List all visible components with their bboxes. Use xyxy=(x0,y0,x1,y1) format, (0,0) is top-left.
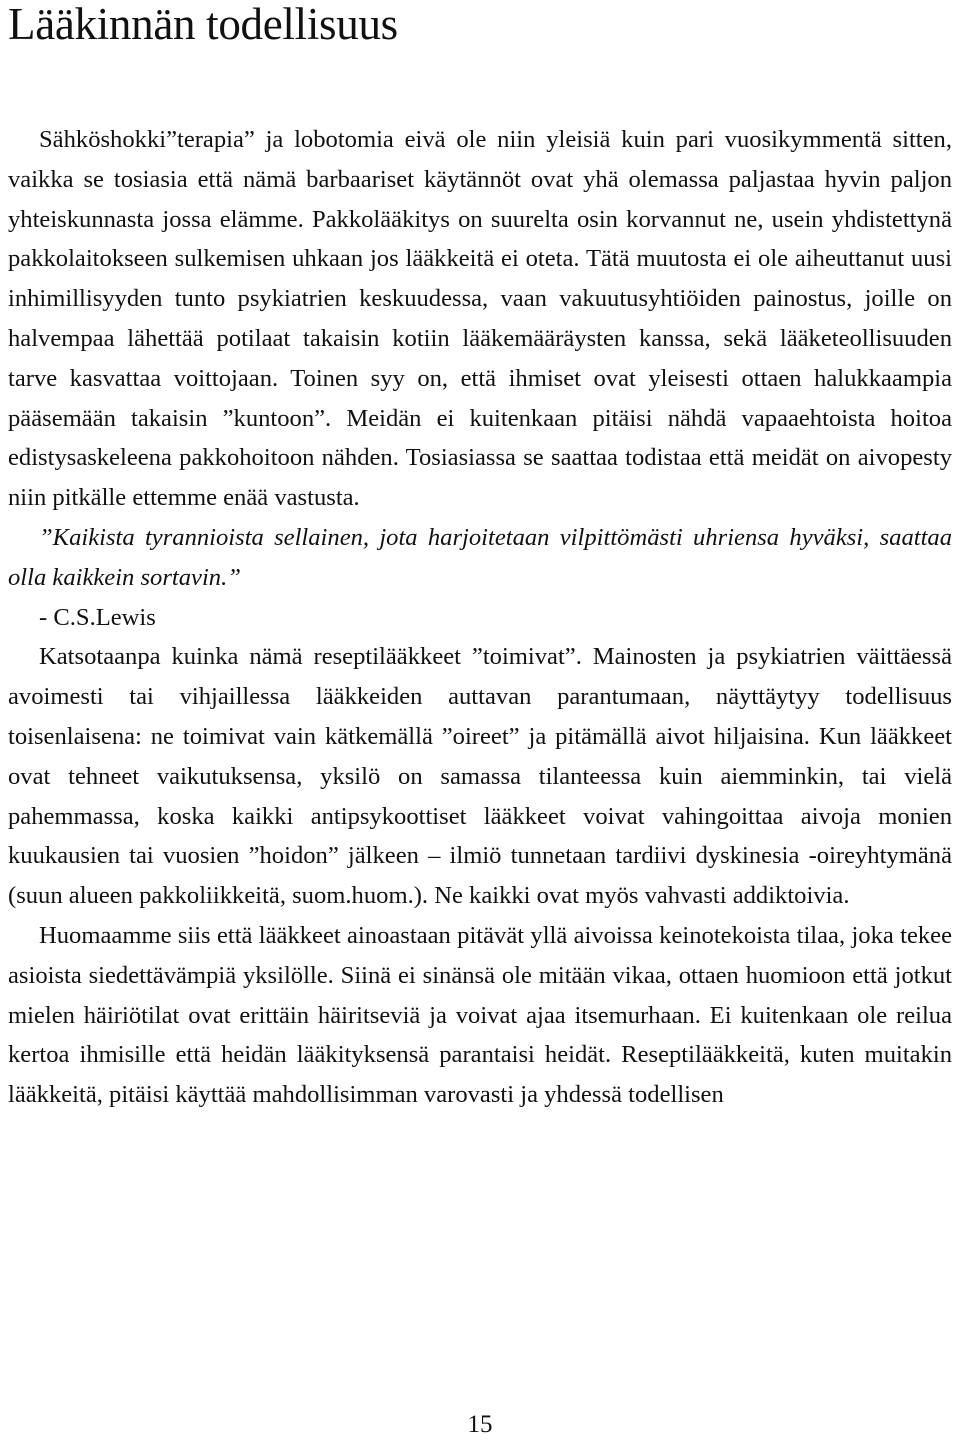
page-number: 15 xyxy=(467,1411,493,1438)
quote-text: ”Kaikista tyrannioista sellainen, jota harjoitetaan vilpittömästi uhriensa hyväksi, saattaa olla kaikkein sortavin.” xyxy=(8,523,952,591)
paragraph-electroshock: Sähköshokki”terapia” ja lobotomia eivä ole niin yleisiä kuin pari vuosikymmentä sitten, vaikka se tosiasia että nämä barbaariset käytännöt ovat yhä olemassa paljastaa hyvin paljon yhteiskunnasta jossa elämme. Pakkolääkitys on suurelta osin korvannut ne, usein yhdistettynä pakkolaitokseen sulkemisen uhkaan jos lääkkeitä ei oteta. Tätä muutosta ei ole aiheuttanut uusi inhimillisyyden tunto psykiatrien keskuudessa, vaan vakuutusyhtiöiden painostus, joille on halvempaa lähettää potilaat takaisin kotiin lääkemääräysten kanssa, sekä lääketeollisuuden tarve kasvattaa voittojaan. Toinen syy on, että ihmiset ovat yleisesti ottaen halukkaampia pääsemään takaisin ”kuntoon”. Meidän ei kuitenkaan pitäisi nähdä vapaaehtoista hoitoa edistysaskeleena pakkohoitoon nähden. Tosiasiassa se saattaa todistaa että meidät on aivopesty niin pitkälle ettemme enää vastusta. xyxy=(8,126,952,512)
body-text xyxy=(8,120,952,1115)
quote-author: - C.S.Lewis xyxy=(39,603,156,631)
paragraph-conclusion: Huomaamme siis että lääkkeet ainoastaan pitävät yllä aivoissa keinotekoista tilaa, joka tekee asioista siedettävämpiä yksilölle. Siinä ei sinänsä ole mitään vikaa, ottaen huomioon että jotkut mielen häiriötilat ovat erittäin häiritseviä ja voivat ajaa itsemurhaan. Ei kuitenkaan ole reilua kertoa ihmisille että heidän lääkityksensä parantaisi heidät. Reseptilääkkeitä, kuten muitakin lääkkeitä, pitäisi käyttää mahdollisimman varovasti ja yhdessä todellisen xyxy=(8,921,952,1109)
paragraph-prescription-drugs: Katsotaanpa kuinka nämä reseptilääkkeet ”toimivat”. Mainosten ja psykiatrien väittäessä avoimesti tai vihjaillessa lääkkeiden auttavan parantumaan, näyttäytyy todellisuus toisenlaisena: ne toimivat vain kätkemällä ”oireet” ja pitämällä aivot hiljaisina. Kun lääkkeet ovat tehneet vaikutuksensa, yksilö on samassa tilanteessa kuin aiemminkin, tai vielä pahemmassa, koska kaikki antipsykoottiset lääkkeet voivat vahingoittaa aivoja monien kuukausien tai vuosien ”hoidon” jälkeen – ilmiö tunnetaan tardiivi dyskinesia -oireyhtymänä (suun alueen pakkoliikkeitä, suom.huom.). Ne kaikki ovat myös vahvasti addiktoivia. xyxy=(8,643,952,910)
document-page xyxy=(8,0,952,1443)
page-title: Lääkinnän todellisuus xyxy=(8,0,398,49)
